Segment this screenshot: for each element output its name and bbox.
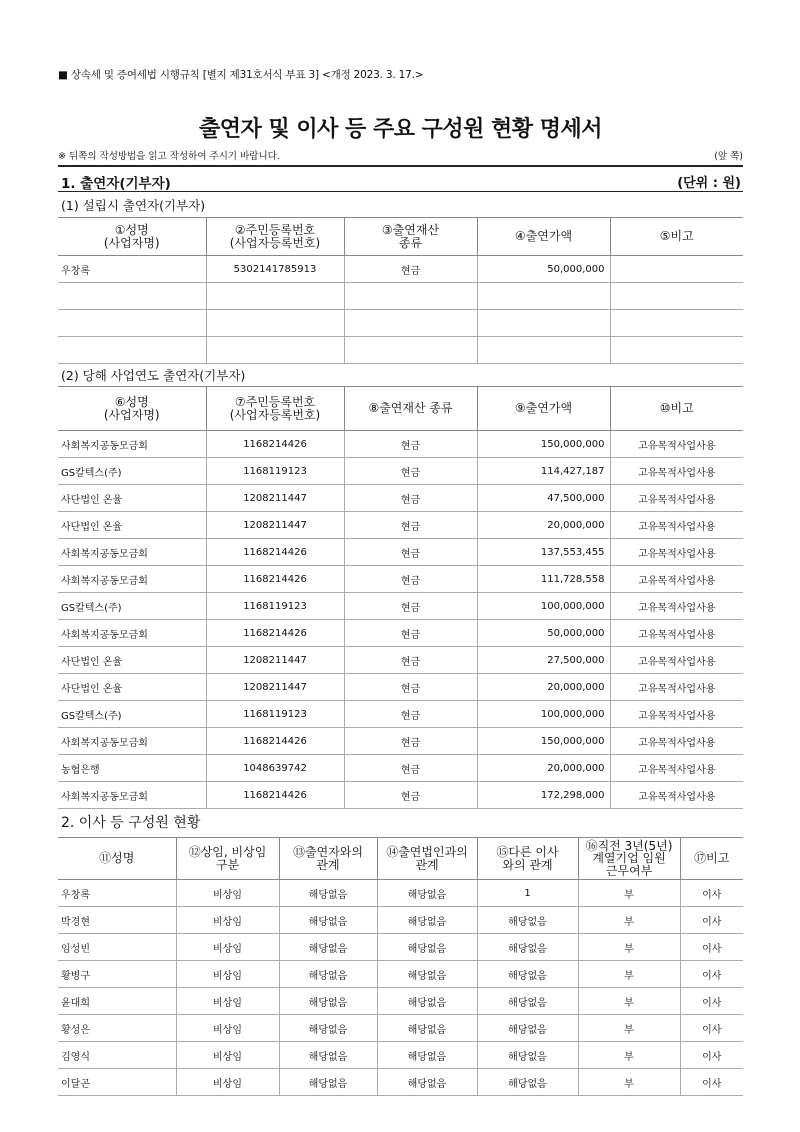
table-cell: 1168214426 bbox=[206, 431, 344, 458]
table-cell: 1168214426 bbox=[206, 782, 344, 809]
subsection2-title: (2) 당해 사업연도 출연자(기부자) bbox=[61, 368, 246, 383]
column-header-line: ⑧출연재산 종류 bbox=[368, 401, 453, 415]
founding-donor-row bbox=[58, 337, 743, 364]
table-cell: 고유목적사업사용 bbox=[610, 431, 743, 458]
table-cell: 사회복지공동모금회 bbox=[58, 539, 206, 566]
table-cell: 고유목적사업사용 bbox=[610, 647, 743, 674]
column-header-line: 관계 bbox=[415, 857, 439, 872]
table-cell: 137,553,455 bbox=[477, 539, 610, 566]
table-cell bbox=[344, 310, 477, 337]
table-cell: 50,000,000 bbox=[477, 620, 610, 647]
table-cell: 사회복지공동모금회 bbox=[58, 782, 206, 809]
column-header bbox=[477, 387, 610, 431]
table-cell: 고유목적사업사용 bbox=[610, 512, 743, 539]
board-member-row bbox=[58, 1015, 743, 1042]
table-cell: 비상임 bbox=[176, 934, 279, 961]
column-header-line: 종류 bbox=[398, 235, 423, 250]
column-header-line: ⑦주민등록번호 bbox=[234, 394, 316, 409]
donor-row bbox=[58, 728, 743, 755]
column-header bbox=[344, 218, 477, 256]
table-cell: 111,728,558 bbox=[477, 566, 610, 593]
document-title: 출연자 및 이사 등 주요 구성원 현황 명세서 bbox=[199, 117, 602, 142]
board-member-row bbox=[58, 961, 743, 988]
table-cell: 사단법인 온율 bbox=[58, 512, 206, 539]
table-cell: 비상임 bbox=[176, 1015, 279, 1042]
board-member-row bbox=[58, 1069, 743, 1096]
table-cell: 비상임 bbox=[176, 880, 279, 907]
column-header bbox=[58, 838, 176, 880]
table-cell bbox=[206, 337, 344, 364]
table-cell bbox=[58, 337, 206, 364]
board-member-row bbox=[58, 988, 743, 1015]
table-cell: 고유목적사업사용 bbox=[610, 701, 743, 728]
table-cell: 1168214426 bbox=[206, 620, 344, 647]
table-cell: 현금 bbox=[344, 485, 477, 512]
page-side-label: (앞 쪽) bbox=[714, 151, 743, 162]
table-cell: 1208211447 bbox=[206, 485, 344, 512]
table-cell: 100,000,000 bbox=[477, 593, 610, 620]
table-cell: 고유목적사업사용 bbox=[610, 782, 743, 809]
donor-row bbox=[58, 674, 743, 701]
table-cell: 사회복지공동모금회 bbox=[58, 620, 206, 647]
table-cell: 해당없음 bbox=[377, 988, 477, 1015]
column-header bbox=[680, 838, 743, 880]
column-header-line: (사업자등록번호) bbox=[229, 235, 321, 250]
column-header bbox=[578, 838, 680, 880]
table-cell: 부 bbox=[578, 1015, 680, 1042]
table-cell bbox=[58, 310, 206, 337]
table-cell: 해당없음 bbox=[377, 934, 477, 961]
column-header bbox=[610, 218, 743, 256]
column-header-line: (사업자등록번호) bbox=[229, 407, 321, 422]
column-header-line: ②주민등록번호 bbox=[234, 222, 316, 237]
table-cell: 1208211447 bbox=[206, 512, 344, 539]
column-header bbox=[206, 218, 344, 256]
table-cell: 부 bbox=[578, 988, 680, 1015]
table-cell: 27,500,000 bbox=[477, 647, 610, 674]
table-cell: 고유목적사업사용 bbox=[610, 566, 743, 593]
table-cell: 172,298,000 bbox=[477, 782, 610, 809]
table-cell: 해당없음 bbox=[279, 1042, 377, 1069]
table-cell: 비상임 bbox=[176, 907, 279, 934]
table-cell: 1208211447 bbox=[206, 647, 344, 674]
column-header-line: 관계 bbox=[316, 857, 340, 872]
founding-donor-row bbox=[58, 283, 743, 310]
founding-donors-table bbox=[58, 217, 743, 364]
column-header bbox=[477, 218, 610, 256]
table-cell: 고유목적사업사용 bbox=[610, 458, 743, 485]
table-cell: 부 bbox=[578, 934, 680, 961]
table-cell bbox=[477, 337, 610, 364]
section1-title: 1. 출연자(기부자) bbox=[61, 176, 171, 192]
table-cell: 고유목적사업사용 bbox=[610, 728, 743, 755]
column-header-line: ⑰비고 bbox=[694, 851, 730, 866]
table-cell: 해당없음 bbox=[477, 907, 578, 934]
column-header-line: 와의 관계 bbox=[502, 857, 553, 872]
column-header-line: ⑪성명 bbox=[99, 851, 135, 866]
table-cell bbox=[58, 283, 206, 310]
board-member-row bbox=[58, 1042, 743, 1069]
section1-unit: (단위 : 원) bbox=[677, 176, 741, 191]
table-cell: 비상임 bbox=[176, 1042, 279, 1069]
donor-row bbox=[58, 782, 743, 809]
section1-top-rule bbox=[58, 165, 743, 167]
column-header-line: ⑥성명 bbox=[114, 394, 149, 409]
table-cell: 우창록 bbox=[58, 880, 176, 907]
table-cell: 해당없음 bbox=[477, 934, 578, 961]
table-cell: 해당없음 bbox=[477, 1015, 578, 1042]
table-cell bbox=[344, 337, 477, 364]
column-header-line: ③출연재산 bbox=[381, 222, 440, 237]
board-members-table bbox=[58, 837, 743, 1096]
column-header-line: 계열기업 임원 bbox=[592, 851, 666, 866]
table-cell: 현금 bbox=[344, 458, 477, 485]
donor-row bbox=[58, 620, 743, 647]
column-header-line: ⑫상임, 비상임 bbox=[188, 845, 267, 859]
column-header-line: ①성명 bbox=[114, 222, 149, 237]
table-cell bbox=[610, 310, 743, 337]
table-cell: 농협은행 bbox=[58, 755, 206, 782]
instruction-row bbox=[58, 148, 743, 162]
table-cell: 해당없음 bbox=[377, 1069, 477, 1096]
donor-row bbox=[58, 458, 743, 485]
section2-title: 2. 이사 등 구성원 현황 bbox=[61, 815, 201, 831]
table-cell: 사단법인 온율 bbox=[58, 647, 206, 674]
table-cell: 현금 bbox=[344, 782, 477, 809]
table-cell: 현금 bbox=[344, 755, 477, 782]
table-cell: 해당없음 bbox=[377, 907, 477, 934]
table-cell: 해당없음 bbox=[377, 1042, 477, 1069]
table-cell: 20,000,000 bbox=[477, 755, 610, 782]
table-cell: 현금 bbox=[344, 512, 477, 539]
table-cell: 사회복지공동모금회 bbox=[58, 431, 206, 458]
donor-row bbox=[58, 647, 743, 674]
table-cell: 해당없음 bbox=[279, 934, 377, 961]
table-cell: 현금 bbox=[344, 728, 477, 755]
donor-row bbox=[58, 485, 743, 512]
donor-row bbox=[58, 566, 743, 593]
column-header bbox=[279, 838, 377, 880]
table-cell: 해당없음 bbox=[477, 961, 578, 988]
table-cell bbox=[610, 337, 743, 364]
table-cell: 20,000,000 bbox=[477, 674, 610, 701]
table-cell bbox=[477, 283, 610, 310]
table-cell: 윤대희 bbox=[58, 988, 176, 1015]
table-cell: 1168214426 bbox=[206, 539, 344, 566]
table-cell: 김영식 bbox=[58, 1042, 176, 1069]
table-cell: 해당없음 bbox=[279, 1015, 377, 1042]
donor-row bbox=[58, 431, 743, 458]
table-cell: 1168119123 bbox=[206, 458, 344, 485]
table-cell bbox=[344, 283, 477, 310]
table-cell: 이사 bbox=[680, 1042, 743, 1069]
table-cell: 임성빈 bbox=[58, 934, 176, 961]
table-cell: 이사 bbox=[680, 961, 743, 988]
donor-row bbox=[58, 539, 743, 566]
table-cell: 150,000,000 bbox=[477, 728, 610, 755]
table-cell: GS칼텍스(주) bbox=[58, 593, 206, 620]
table-cell: 고유목적사업사용 bbox=[610, 539, 743, 566]
table-cell: GS칼텍스(주) bbox=[58, 458, 206, 485]
table-cell: 150,000,000 bbox=[477, 431, 610, 458]
table-cell: 해당없음 bbox=[477, 1069, 578, 1096]
table-cell: 1168214426 bbox=[206, 566, 344, 593]
column-header bbox=[377, 838, 477, 880]
form-note: ■ 상속세 및 증여세법 시행규칙 [별지 제31호서식 부표 3] <개정 2023. 3. 17.> bbox=[58, 69, 424, 81]
table-cell bbox=[206, 283, 344, 310]
column-header bbox=[477, 838, 578, 880]
table-cell: 현금 bbox=[344, 539, 477, 566]
column-header-line: ⑯직전 3년(5년) bbox=[585, 838, 673, 853]
table-cell: 비상임 bbox=[176, 988, 279, 1015]
column-header-line: ⑤비고 bbox=[659, 229, 694, 243]
board-member-row bbox=[58, 907, 743, 934]
donor-row bbox=[58, 701, 743, 728]
table-cell: 부 bbox=[578, 1069, 680, 1096]
current-year-donors-table bbox=[58, 386, 743, 809]
table-cell: 이사 bbox=[680, 934, 743, 961]
table-cell: 20,000,000 bbox=[477, 512, 610, 539]
table-cell: 고유목적사업사용 bbox=[610, 755, 743, 782]
table-cell: 47,500,000 bbox=[477, 485, 610, 512]
column-header bbox=[58, 387, 206, 431]
instruction-text: ※ 뒤쪽의 작성방법을 읽고 작성하여 주시기 바랍니다. bbox=[58, 151, 280, 162]
table-cell: 해당없음 bbox=[279, 880, 377, 907]
table-cell: 부 bbox=[578, 880, 680, 907]
table-cell: 비상임 bbox=[176, 961, 279, 988]
table-cell: 박경현 bbox=[58, 907, 176, 934]
table-cell: 1208211447 bbox=[206, 674, 344, 701]
table-cell: 해당없음 bbox=[279, 961, 377, 988]
table-cell: 현금 bbox=[344, 593, 477, 620]
column-header-line: ④출연가액 bbox=[514, 229, 573, 243]
table-cell: 해당없음 bbox=[279, 907, 377, 934]
table-cell: 현금 bbox=[344, 256, 477, 283]
table-cell: 해당없음 bbox=[279, 988, 377, 1015]
table-cell: 1168119123 bbox=[206, 701, 344, 728]
table-cell: 현금 bbox=[344, 620, 477, 647]
table-cell: 1048639742 bbox=[206, 755, 344, 782]
table-cell: 100,000,000 bbox=[477, 701, 610, 728]
column-header bbox=[344, 387, 477, 431]
table-cell: 1168119123 bbox=[206, 593, 344, 620]
table-cell: 이사 bbox=[680, 880, 743, 907]
column-header-line: 근무여부 bbox=[605, 863, 653, 878]
table-cell: 부 bbox=[578, 907, 680, 934]
table-cell: 해당없음 bbox=[377, 880, 477, 907]
table-cell: 해당없음 bbox=[477, 1042, 578, 1069]
column-header-line: ⑨출연가액 bbox=[514, 401, 573, 415]
table-cell: 1 bbox=[477, 880, 578, 907]
column-header-line: (사업자명) bbox=[103, 235, 160, 250]
table-cell: 현금 bbox=[344, 674, 477, 701]
table-cell: 사단법인 온율 bbox=[58, 485, 206, 512]
table-cell: 고유목적사업사용 bbox=[610, 593, 743, 620]
table-cell: 사회복지공동모금회 bbox=[58, 566, 206, 593]
table-cell: 1168214426 bbox=[206, 728, 344, 755]
column-header-line: ⑭출연법인과의 bbox=[386, 845, 468, 859]
column-header bbox=[58, 218, 206, 256]
donor-row bbox=[58, 755, 743, 782]
table-cell bbox=[206, 310, 344, 337]
donor-row bbox=[58, 512, 743, 539]
board-member-row bbox=[58, 880, 743, 907]
table-cell: 이사 bbox=[680, 1015, 743, 1042]
founding-donor-row bbox=[58, 256, 743, 283]
table-cell: 5302141785913 bbox=[206, 256, 344, 283]
table-cell: 현금 bbox=[344, 647, 477, 674]
table-cell: 현금 bbox=[344, 431, 477, 458]
table-cell: 해당없음 bbox=[377, 961, 477, 988]
table-cell: 비상임 bbox=[176, 1069, 279, 1096]
column-header-line: (사업자명) bbox=[103, 407, 160, 422]
column-header-line: ⑩비고 bbox=[659, 401, 694, 415]
table-cell: 50,000,000 bbox=[477, 256, 610, 283]
table-cell: 이사 bbox=[680, 1069, 743, 1096]
founding-donor-row bbox=[58, 310, 743, 337]
column-header bbox=[176, 838, 279, 880]
table-cell: 우창록 bbox=[58, 256, 206, 283]
table-cell: 사회복지공동모금회 bbox=[58, 728, 206, 755]
table-cell bbox=[610, 283, 743, 310]
table-cell: 황성은 bbox=[58, 1015, 176, 1042]
donor-row bbox=[58, 593, 743, 620]
table-cell: 현금 bbox=[344, 566, 477, 593]
column-header bbox=[610, 387, 743, 431]
column-header-line: 구분 bbox=[215, 857, 240, 872]
column-header-line: ⑮다른 이사 bbox=[496, 845, 559, 859]
table-cell: 이사 bbox=[680, 988, 743, 1015]
subsection1-title: (1) 설립시 출연자(기부자) bbox=[61, 198, 206, 213]
table-cell: 부 bbox=[578, 961, 680, 988]
table-cell: 이사 bbox=[680, 907, 743, 934]
column-header bbox=[206, 387, 344, 431]
table-cell: GS칼텍스(주) bbox=[58, 701, 206, 728]
table-cell: 부 bbox=[578, 1042, 680, 1069]
section1-title-rule bbox=[58, 191, 743, 192]
table-cell: 114,427,187 bbox=[477, 458, 610, 485]
table-cell: 사단법인 온율 bbox=[58, 674, 206, 701]
table-cell: 황병구 bbox=[58, 961, 176, 988]
table-cell: 해당없음 bbox=[477, 988, 578, 1015]
table-cell bbox=[477, 310, 610, 337]
table-cell bbox=[610, 256, 743, 283]
table-cell: 고유목적사업사용 bbox=[610, 674, 743, 701]
table-cell: 이달곤 bbox=[58, 1069, 176, 1096]
table-cell: 해당없음 bbox=[279, 1069, 377, 1096]
board-member-row bbox=[58, 934, 743, 961]
table-cell: 해당없음 bbox=[377, 1015, 477, 1042]
table-cell: 고유목적사업사용 bbox=[610, 485, 743, 512]
table-cell: 현금 bbox=[344, 701, 477, 728]
column-header-line: ⑬출연자와의 bbox=[293, 845, 363, 859]
table-cell: 고유목적사업사용 bbox=[610, 620, 743, 647]
